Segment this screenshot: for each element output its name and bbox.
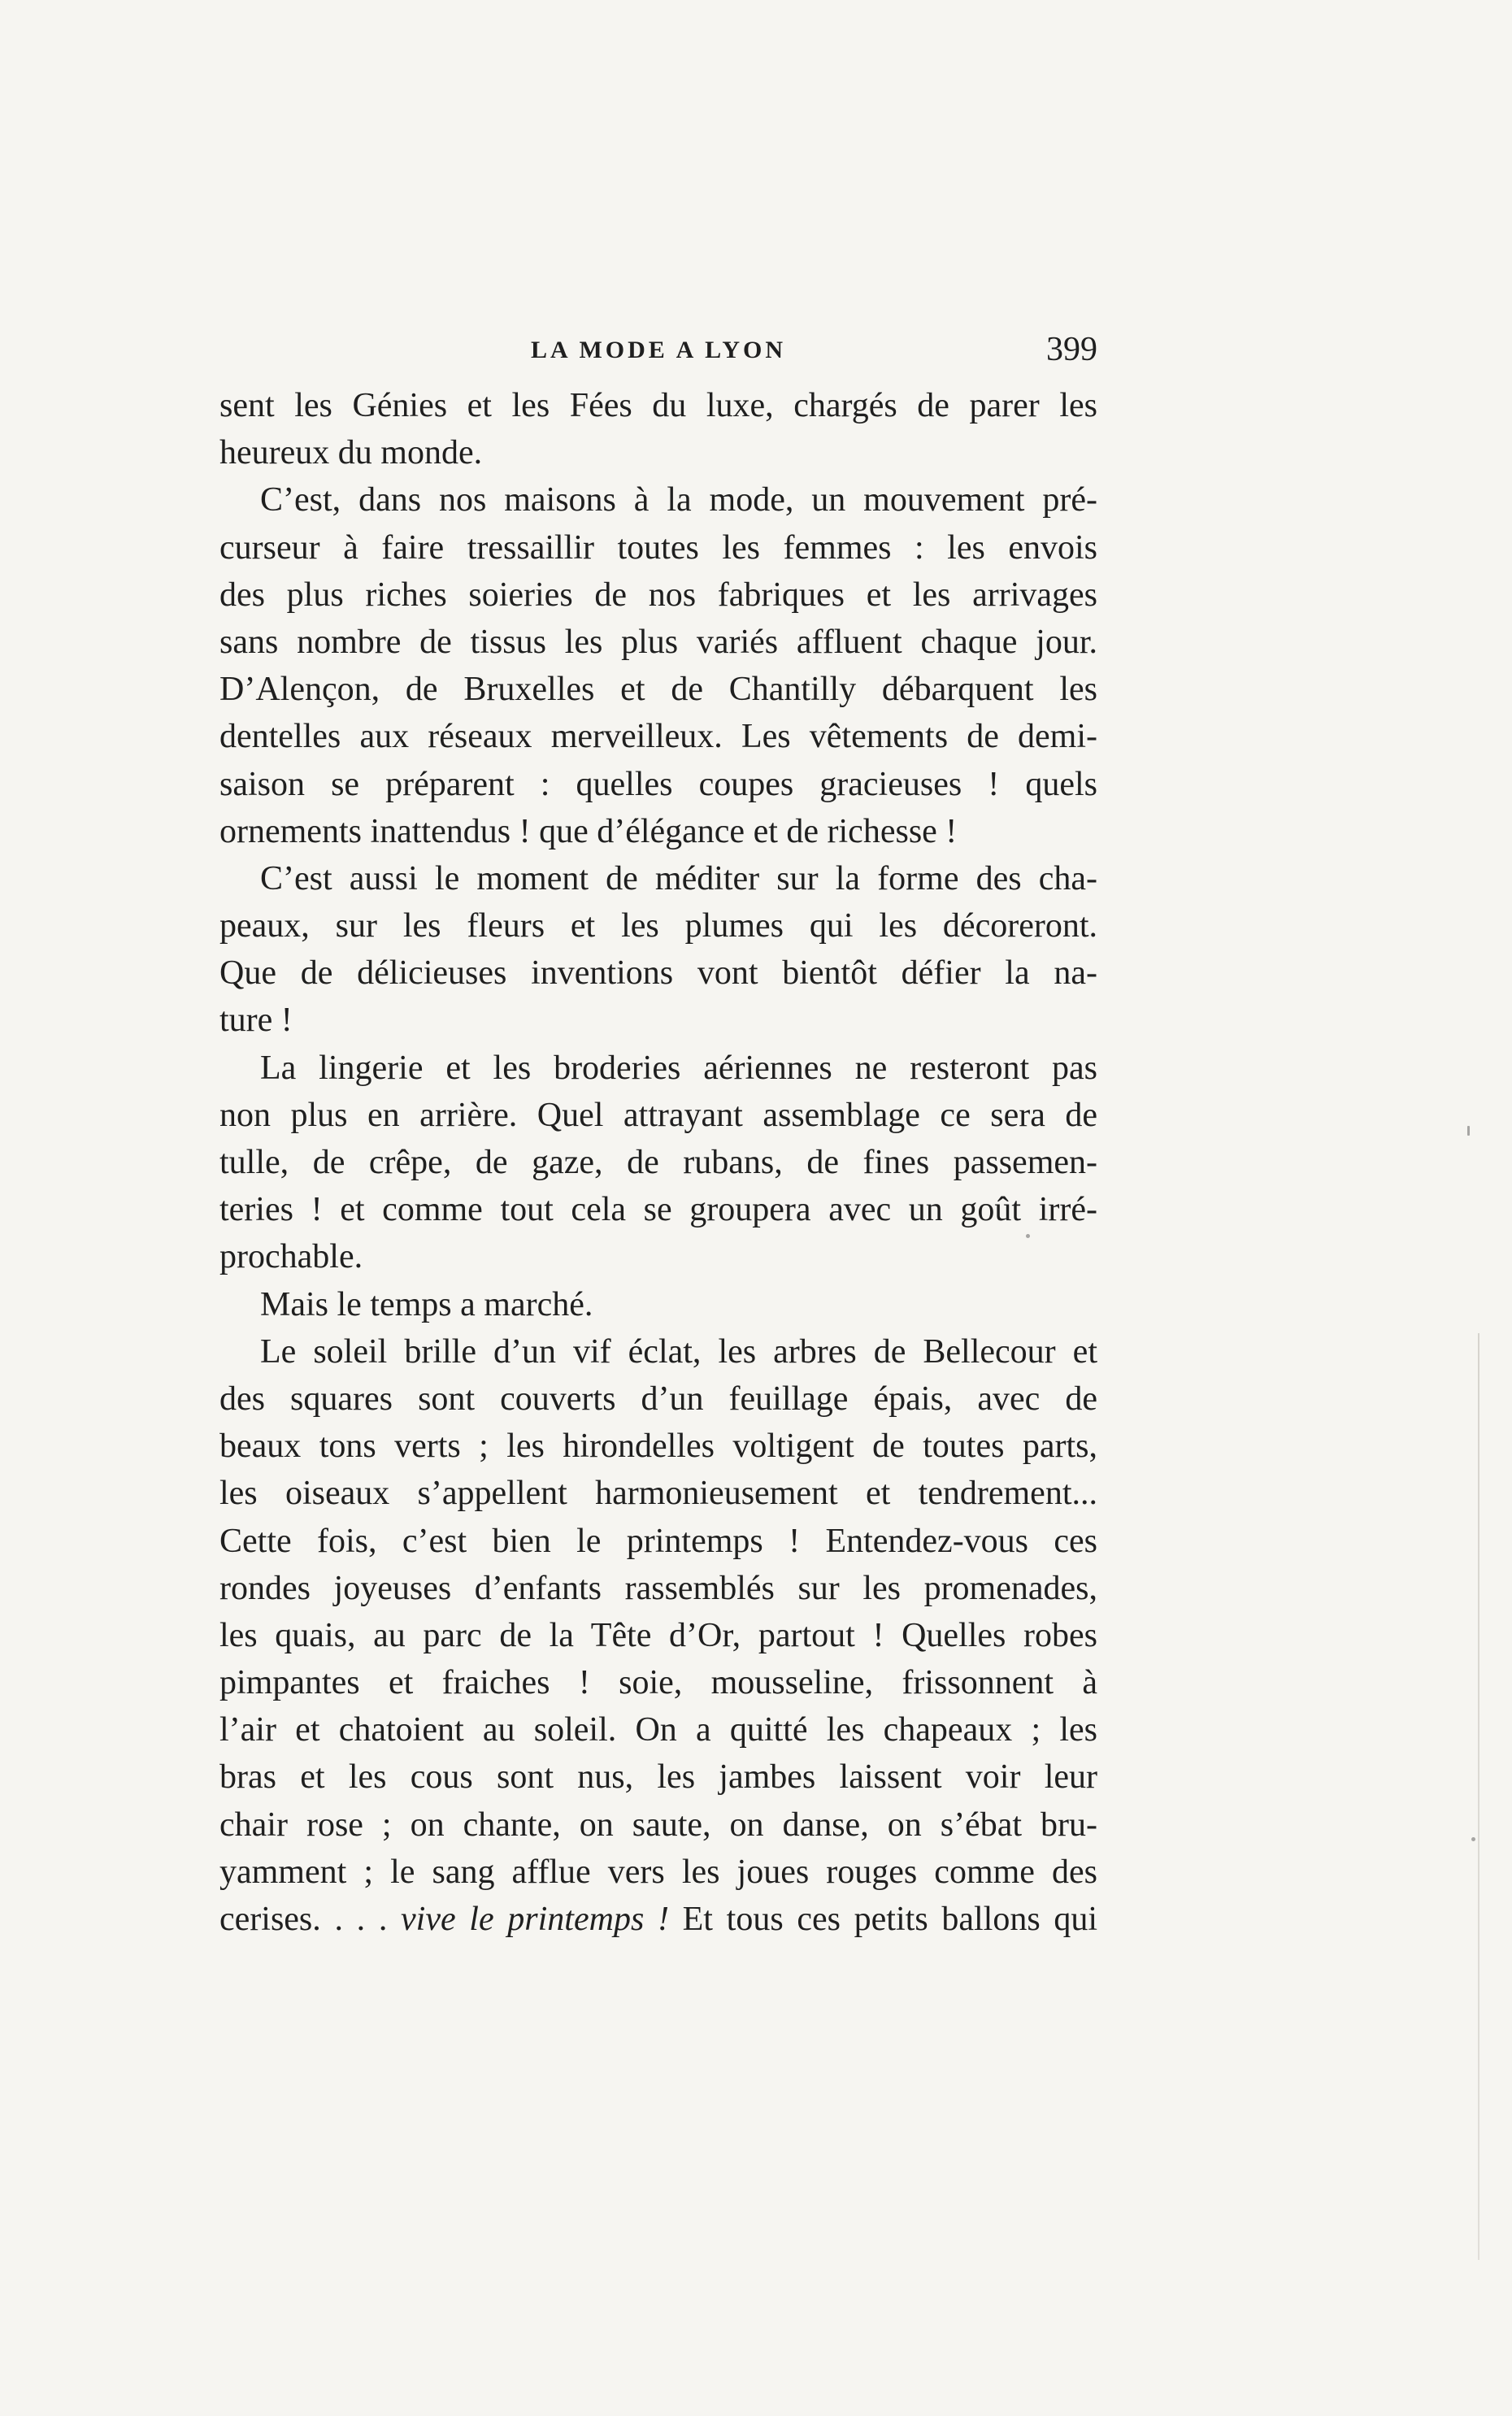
italic-phrase: vive le printemps ! <box>401 1901 669 1938</box>
text-line: les oiseaux s’appellent harmonieusement et tendrement... <box>219 1475 1097 1513</box>
text-line: les quais, au parc de la Tête d’Or, partout ! Quelles robes <box>219 1616 1097 1654</box>
final-line-end: Et tous ces petits ballons qui <box>682 1901 1098 1938</box>
text-line: sans nombre de tissus les plus variés affluent chaque jour. <box>219 623 1097 661</box>
text-line: curseur à faire tressaillir toutes les femmes : les envois <box>219 528 1097 567</box>
text-line: D’Alençon, de Bruxelles et de Chantilly débarquent les <box>219 671 1097 709</box>
text-line: Cette fois, c’est bien le printemps ! Entendez-vous ces <box>219 1522 1097 1560</box>
scan-speck <box>1467 1126 1470 1136</box>
text-line: l’air et chatoient au soleil. On a quitté les chapeaux ; les <box>219 1711 1097 1749</box>
text-line: Que de délicieuses inventions vont bientôt défier la na- <box>219 954 1097 993</box>
text-line: heureux du monde. <box>219 434 483 472</box>
text-line: yamment ; le sang afflue vers les joues rouges comme des <box>219 1853 1097 1891</box>
running-head <box>219 325 1097 382</box>
text-line: teries ! et comme tout cela se groupera avec un goût irré- <box>219 1191 1097 1229</box>
text-line: non plus en arrière. Quel attrayant assemblage ce sera de <box>219 1096 1097 1134</box>
text-line: C’est aussi le moment de méditer sur la forme des cha- <box>260 859 1097 897</box>
text-line: chair rose ; on chante, on saute, on danse, on s’ébat bru- <box>219 1805 1097 1844</box>
text-line: saison se préparent : quelles coupes gracieuses ! quels <box>219 765 1097 803</box>
text-line: rondes joyeuses d’enfants rassemblés sur les promenades, <box>219 1569 1097 1607</box>
text-line: dentelles aux réseaux merveilleux. Les vêtements de demi- <box>219 718 1097 756</box>
final-line-start: cerises. . . . <box>219 1901 388 1938</box>
text-line: peaux, sur les fleurs et les plumes qui les décoreront. <box>219 907 1097 945</box>
text-line: des squares sont couverts d’un feuillage épais, avec de <box>219 1380 1097 1418</box>
text-line: sent les Génies et les Fées du luxe, chargés de parer les <box>219 387 1097 424</box>
running-title: LA MODE A LYON <box>530 337 787 363</box>
scan-margin-line <box>1478 1333 1479 2260</box>
text-line: ornements inattendus ! que d’élégance et de richesse ! <box>219 812 958 850</box>
text-line: prochable. <box>219 1238 363 1276</box>
text-line: Le soleil brille d’un vif éclat, les arbres de Bellecour et <box>260 1332 1097 1371</box>
text-line: tulle, de crêpe, de gaze, de rubans, de fines passemen- <box>219 1144 1097 1181</box>
text-line-final <box>219 1896 1097 1943</box>
text-line: ture ! <box>219 1002 293 1040</box>
text-line: Mais le temps a marché. <box>260 1285 593 1323</box>
text-line: des plus riches soieries de nos fabriques et les arrivages <box>219 576 1097 614</box>
scan-speck <box>1026 1234 1030 1238</box>
text-line: pimpantes et fraiches ! soie, mousseline, frissonnent à <box>219 1664 1097 1702</box>
page-number: 399 <box>1046 331 1097 368</box>
text-line: bras et les cous sont nus, les jambes laissent voir leur <box>219 1758 1097 1797</box>
text-line: beaux tons verts ; les hirondelles voltigent de toutes parts, <box>219 1427 1097 1466</box>
text-line: La lingerie et les broderies aériennes ne resteront pas <box>260 1049 1097 1087</box>
body-text <box>219 382 1097 1943</box>
text-line: C’est, dans nos maisons à la mode, un mouvement pré- <box>260 481 1097 519</box>
scan-speck <box>1471 1837 1475 1841</box>
